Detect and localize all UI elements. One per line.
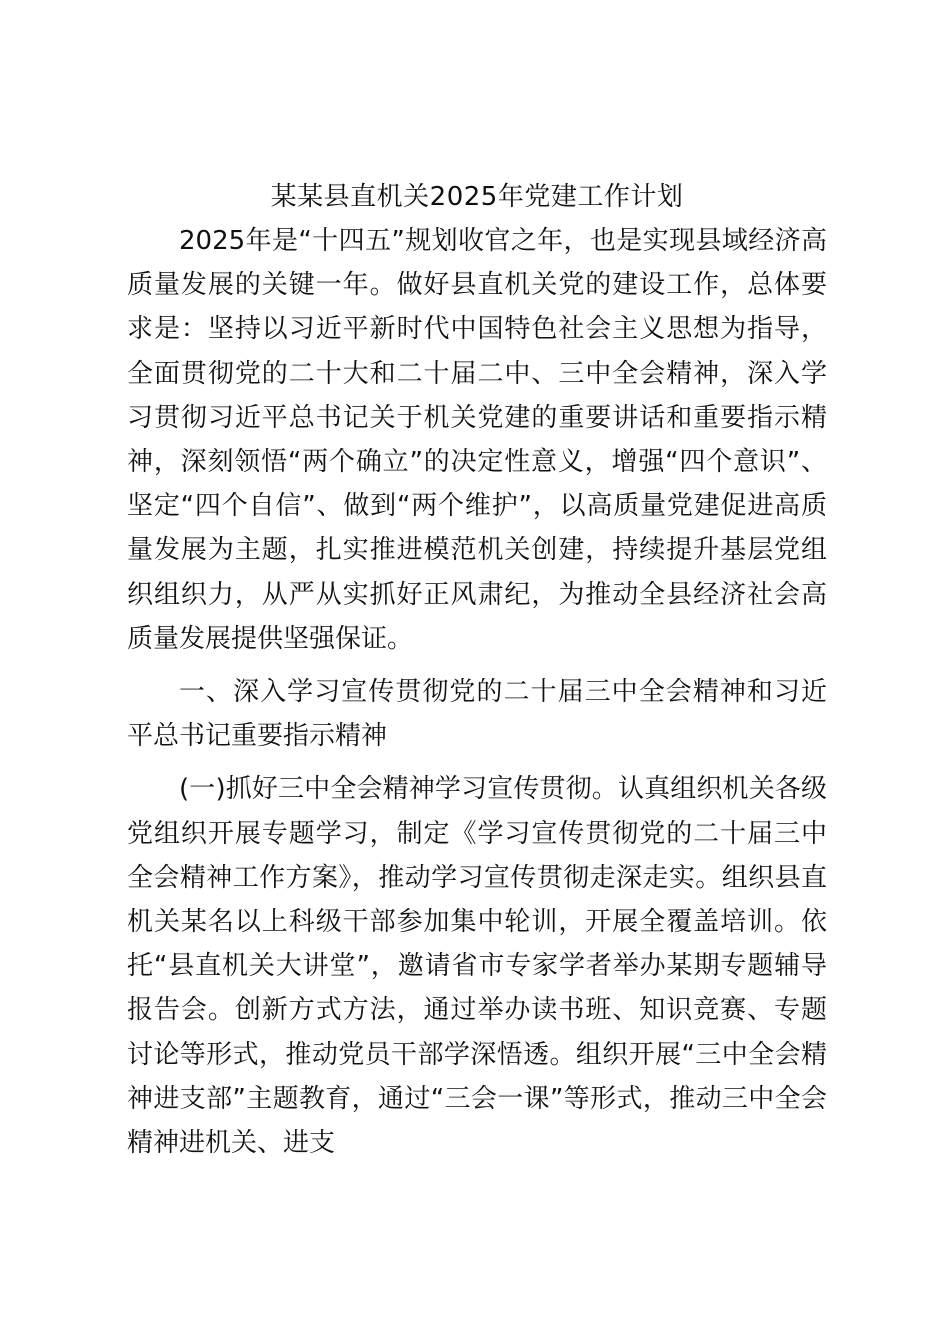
document-title: 某某县直机关2025年党建工作计划 <box>270 182 684 212</box>
document-page <box>127 175 827 1165</box>
subsection-paragraph-1: (一)抓好三中全会精神学习宣传贯彻。认真组织机关各级党组织开展专题学习，制定《学习宣传贯彻党的二十届三中全会精神工作方案》，推动学习宣传贯彻走深走实。组织县直机关某名以上科级干部参加集中轮训，开展全覆盖培训。依托“县直机关大讲堂”，邀请省市专家学者举办某期专题辅导报告会。创新方式方法，通过举办读书班、知识竞赛、专题讨论等形式，推动党员干部学深悟透。组织开展“三中全会精神进支部”主题教育，通过“三会一课”等形式，推动三中全会精神进机关、进支 <box>127 774 827 1159</box>
intro-paragraph: 2025年是“十四五”规划收官之年，也是实现县域经济高质量发展的关键一年。做好县直机关党的建设工作，总体要求是：坚持以习近平新时代中国特色社会主义思想为指导，全面贯彻党的二十大和二十届二中、三中全会精神，深入学习贯彻习近平总书记关于机关党建的重要讲话和重要指示精神，深刻领悟“两个确立”的决定性意义，增强“四个意识”、坚定“四个自信”、做到“两个维护”，以高质量党建促进高质量发展为主题，扎实推进模范机关创建，持续提升基层党组织组织力，从严从实抓好正风肃纪，为推动全县经济社会高质量发展提供坚强保证。 <box>127 226 827 654</box>
paragraph-gap <box>127 758 827 767</box>
paragraph-gap <box>127 661 827 670</box>
section-heading-1: 一、深入学习宣传贯彻党的二十届三中全会精神和习近平总书记重要指示精神 <box>127 677 827 752</box>
